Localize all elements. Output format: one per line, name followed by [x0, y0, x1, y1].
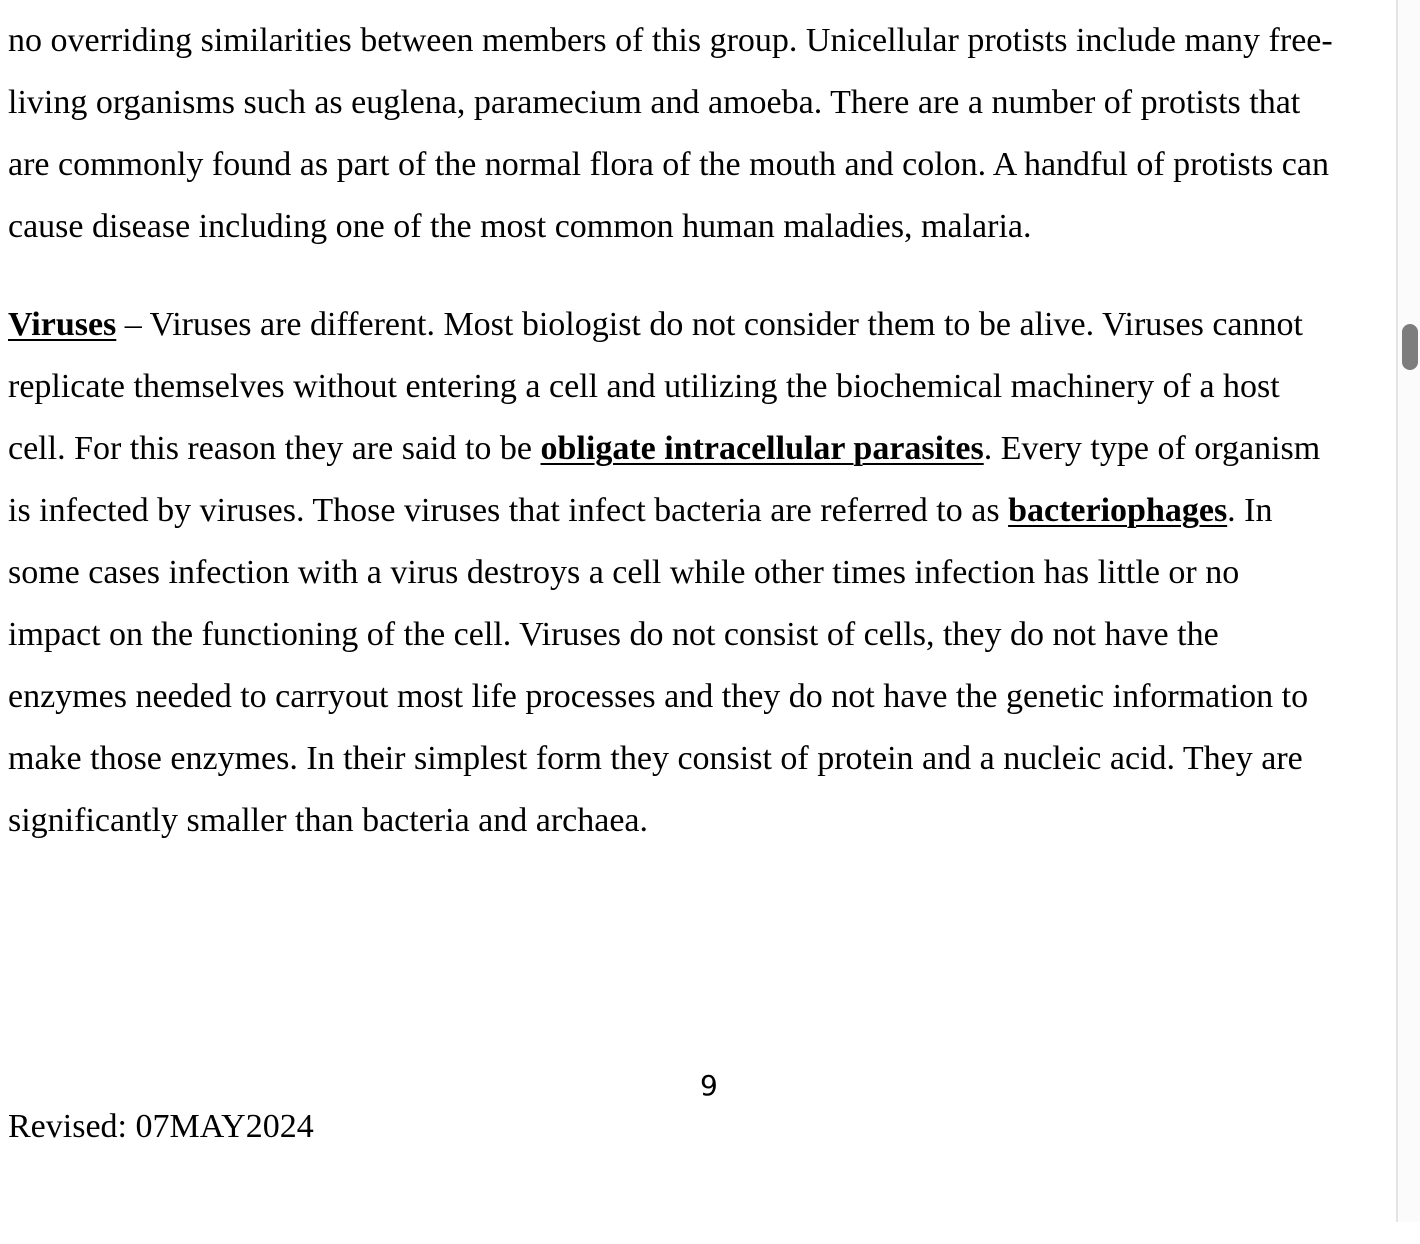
paragraph-2-line-3 [8, 432, 1320, 466]
paragraph-1-line-1: no overriding similarities between members of this group. Unicellular protists include many free- [8, 22, 1333, 59]
term-obligate-intracellular-parasites: obligate intracellular parasites [540, 430, 984, 467]
paragraph-2-line-9: significantly smaller than bacteria and archaea. [8, 802, 649, 839]
paragraph-2-line-1-text: – Viruses are different. Most biologist do not consider them to be alive. Viruses cannot [116, 306, 1303, 343]
paragraph-2-line-2: replicate themselves without entering a cell and utilizing the biochemical machinery of a host [8, 368, 1280, 405]
paragraph-1-line-3: are commonly found as part of the normal flora of the mouth and colon. A handful of protists can [8, 146, 1329, 183]
term-viruses: Viruses [8, 306, 117, 343]
paragraph-2-line-5: some cases infection with a virus destroys a cell while other times infection has little or no [8, 554, 1240, 591]
vertical-scrollbar[interactable] [1396, 0, 1420, 1222]
paragraph-2-line-3-after: . Every type of organism [983, 430, 1321, 467]
paragraph-2-line-4-before: is infected by viruses. Those viruses that infect bacteria are referred to as [8, 492, 1009, 529]
paragraph-2-line-8: make those enzymes. In their simplest form they consist of protein and a nucleic acid. They are [8, 740, 1303, 777]
revised-date: Revised: 07MAY2024 [8, 1108, 314, 1145]
paragraph-1-line-2: living organisms such as euglena, paramecium and amoeba. There are a number of protists that [8, 84, 1301, 121]
scrollbar-thumb[interactable] [1402, 324, 1418, 370]
page-number: 9 [700, 1069, 718, 1102]
paragraph-2-line-4 [8, 494, 1273, 528]
paragraph-2-line-4-after: . In [1227, 492, 1273, 529]
paragraph-1-line-4: cause disease including one of the most common human maladies, malaria. [8, 208, 1032, 245]
paragraph-2-line-7: enzymes needed to carryout most life processes and they do not have the genetic information to [8, 678, 1309, 715]
paragraph-2-line-1 [8, 308, 1303, 342]
paragraph-2-line-6: impact on the functioning of the cell. Viruses do not consist of cells, they do not have the [8, 616, 1219, 653]
term-bacteriophages: bacteriophages [1008, 492, 1228, 529]
paragraph-2-line-3-before: cell. For this reason they are said to be [8, 430, 541, 467]
